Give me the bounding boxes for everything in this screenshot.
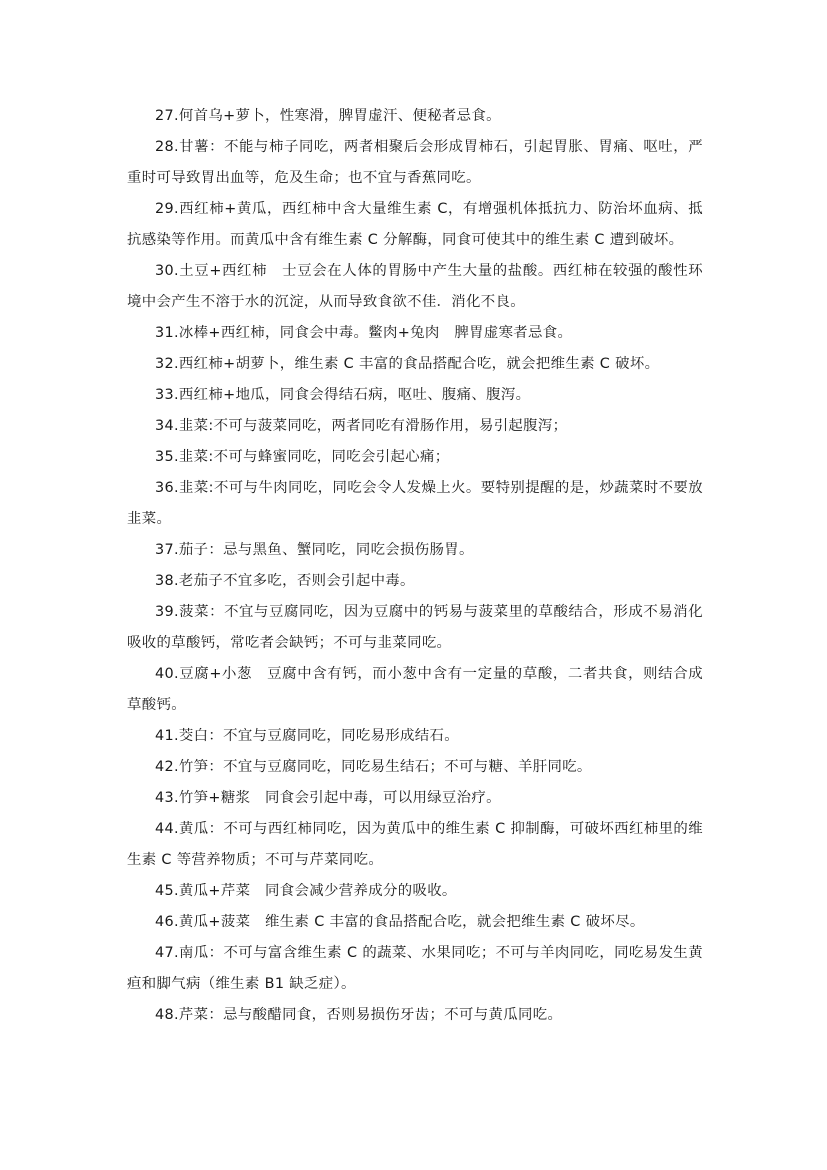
list-item: 34.韭菜:不可与菠菜同吃，两者同吃有滑肠作用，易引起腹泻； bbox=[155, 418, 568, 434]
list-item: 35.韭菜:不可与蜂蜜同吃，同吃会引起心痛； bbox=[155, 449, 450, 465]
list-item: 33.西红柿+地瓜，同食会得结石病，呕吐、腹痛、腹泻。 bbox=[155, 387, 531, 403]
list-item: 42.竹笋：不宜与豆腐同吃，同吃易生结石；不可与糖、羊肝同吃。 bbox=[155, 759, 592, 775]
list-item: 44.黄瓜：不可与西红柿同吃，因为黄瓜中的维生素 C 抑制酶，可破坏西红柿里的维生素 C 等营养物质；不可与芹菜同吃。 bbox=[127, 821, 703, 868]
list-item: 27.何首乌+萝卜，性寒滑，脾胃虚汗、便秘者忌食。 bbox=[155, 108, 501, 124]
list-item: 48.芹菜：忌与酸醋同食，否则易损伤牙齿；不可与黄瓜同吃。 bbox=[155, 1007, 563, 1023]
list-item: 30.土豆+西红柿 士豆会在人体的胃肠中产生大量的盐酸。西红柿在较强的酸性环境中会产生不溶于水的沉淀，从而导致食欲不佳．消化不良。 bbox=[127, 263, 703, 310]
list-item: 29.西红柿+黄瓜，西红柿中含大量维生素 C，有增强机体抵抗力、防治坏血病、抵抗感染等作用。而黄瓜中含有维生素 C 分解酶，同食可使其中的维生素 C 遭到破坏。 bbox=[127, 201, 703, 248]
list-item: 46.黄瓜+菠菜 维生素 C 丰富的食品搭配合吃，就会把维生素 C 破坏尽。 bbox=[155, 914, 645, 930]
list-item: 40.豆腐+小葱 豆腐中含有钙，而小葱中含有一定量的草酸，二者共食，则结合成草酸钙。 bbox=[127, 666, 703, 713]
document-body bbox=[127, 101, 703, 1031]
list-item: 37.茄子：忌与黑鱼、蟹同吃，同吃会损伤肠胃。 bbox=[155, 542, 474, 558]
list-item: 43.竹笋+糖浆 同食会引起中毒，可以用绿豆治疗。 bbox=[155, 790, 501, 806]
list-item: 38.老茄子不宜多吃，否则会引起中毒。 bbox=[155, 573, 415, 589]
list-item: 39.菠菜：不宜与豆腐同吃，因为豆腐中的钙易与菠菜里的草酸结合，形成不易消化吸收的草酸钙，常吃者会缺钙；不可与韭菜同吃。 bbox=[127, 604, 703, 651]
list-item: 41.茭白：不宜与豆腐同吃，同吃易形成结石。 bbox=[155, 728, 460, 744]
list-item: 28.甘薯：不能与柿子同吃，两者相聚后会形成胃柿石，引起胃胀、胃痛、呕吐，严重时可导致胃出血等，危及生命；也不宜与香蕉同吃。 bbox=[127, 139, 703, 186]
list-item: 45.黄瓜+芹菜 同食会减少营养成分的吸收。 bbox=[155, 883, 457, 899]
list-item: 47.南瓜：不可与富含维生素 C 的蔬菜、水果同吃；不可与羊肉同吃，同吃易发生黄疸和脚气病（维生素 B1 缺乏症）。 bbox=[127, 945, 703, 992]
list-item: 32.西红柿+胡萝卜，维生素 C 丰富的食品搭配合吃，就会把维生素 C 破坏。 bbox=[155, 356, 660, 372]
list-item: 36.韭菜:不可与牛肉同吃，同吃会令人发燥上火。要特别提醒的是，炒蔬菜时不要放韭菜。 bbox=[127, 480, 703, 527]
list-item: 31.冰棒+西红柿，同食会中毒。鳖肉+兔肉 脾胃虚寒者忌食。 bbox=[155, 325, 573, 341]
